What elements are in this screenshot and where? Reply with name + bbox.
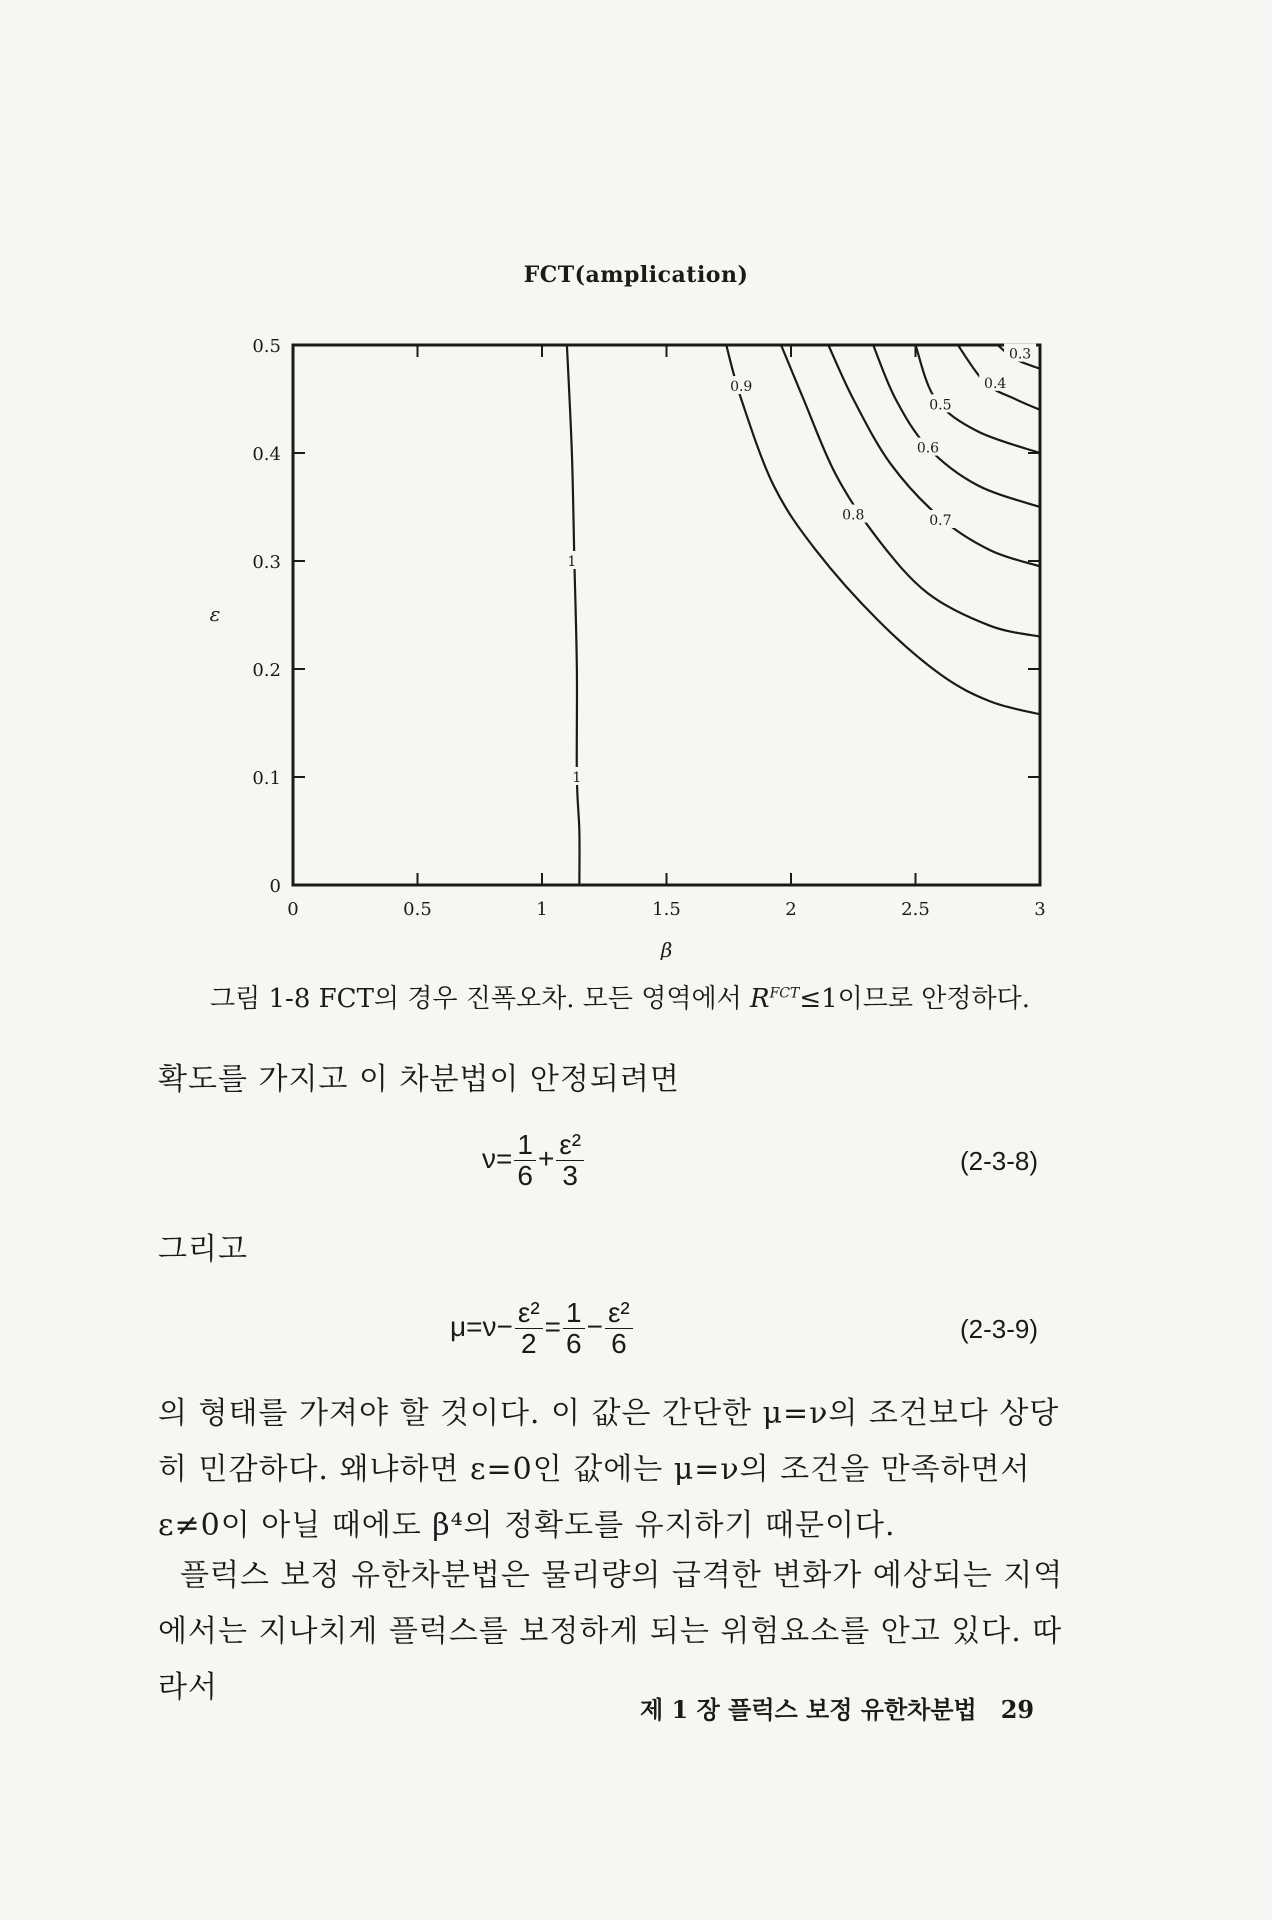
equation-number-2: (2-3-9) bbox=[960, 1314, 1039, 1344]
eq1-frac1 bbox=[514, 1130, 536, 1191]
equation-number-1: (2-3-8) bbox=[960, 1146, 1039, 1176]
contour-label-0_8-0: 0.8 bbox=[842, 507, 865, 524]
contour-label-0_6-0: 0.6 bbox=[916, 440, 940, 457]
figure-caption bbox=[210, 978, 1110, 1015]
x-tick-label-3: 1.5 bbox=[652, 899, 681, 920]
paragraph-4: 플럭스 보정 유한차분법은 물리량의 급격한 변화가 예상되는 지역에서는 지나치게 플럭스를 보정하게 되는 위험요소를 안고 있다. 따라서 bbox=[158, 1558, 1064, 1705]
paragraph-3: 의 형태를 가져야 할 것이다. 이 값은 간단한 μ=ν의 조건보다 상당히 민감하다. 왜냐하면 ε=0인 값에는 μ=ν의 조건을 만족하면서 ε≠0이 아닐 때에도 β⁴의 정확도를 유지하기 때문이다. bbox=[158, 1396, 1060, 1543]
contour-label-1-1: 1 bbox=[572, 770, 582, 786]
eq2-frac3 bbox=[605, 1298, 633, 1359]
contour-label-0_4-0: 0.4 bbox=[984, 375, 1007, 392]
y-tick-label-2: 0.2 bbox=[252, 660, 281, 681]
eq1-frac2 bbox=[556, 1130, 584, 1191]
eq1-plus: + bbox=[537, 1142, 555, 1174]
caption-r: R bbox=[750, 984, 770, 1014]
caption-sup: FCT bbox=[769, 985, 800, 1002]
eq2-lhs: μ=ν− bbox=[450, 1310, 513, 1342]
eq2-frac1 bbox=[515, 1298, 543, 1359]
x-tick-label-6: 3 bbox=[1034, 899, 1046, 920]
y-tick-label-5: 0.5 bbox=[252, 336, 281, 357]
eq2-minus: − bbox=[586, 1310, 603, 1342]
eq2-f3-den: 6 bbox=[611, 1328, 627, 1359]
x-axis-label: β bbox=[660, 938, 673, 960]
y-axis-label: ε bbox=[209, 602, 221, 626]
paragraph-1: 확도를 가지고 이 차분법이 안정되려면 bbox=[158, 1062, 680, 1097]
y-tick-label-4: 0.4 bbox=[252, 444, 281, 465]
y-tick-label-3: 0.3 bbox=[252, 552, 281, 573]
page-footer bbox=[640, 1690, 1034, 1725]
eq2-f1-den: 2 bbox=[520, 1328, 537, 1359]
caption-prefix: 그림 1-8 FCT의 경우 진폭오차. 모든 영역에서 bbox=[210, 984, 751, 1014]
eq2-f2-den: 6 bbox=[566, 1328, 582, 1359]
contour-1 bbox=[567, 345, 580, 885]
eq1-f1-den: 6 bbox=[517, 1160, 533, 1191]
eq1-f2-num: ε² bbox=[556, 1130, 584, 1161]
eq2-eq: = bbox=[544, 1310, 562, 1342]
plot-frame bbox=[293, 345, 1040, 885]
eq2-frac2 bbox=[563, 1298, 585, 1359]
contour-label-0_7-0: 0.7 bbox=[929, 512, 952, 529]
eq1-f1-num: 1 bbox=[514, 1130, 536, 1161]
contour-0_9 bbox=[726, 345, 1040, 714]
page-number: 29 bbox=[1000, 1695, 1035, 1724]
x-tick-label-0: 0 bbox=[287, 899, 299, 920]
paragraph-2: 그리고 bbox=[158, 1232, 248, 1267]
eq2-f2-num: 1 bbox=[563, 1298, 585, 1329]
contour-label-0_5-0: 0.5 bbox=[929, 397, 952, 414]
eq1-f2-den: 3 bbox=[562, 1160, 578, 1191]
y-tick-label-0: 0 bbox=[269, 876, 281, 897]
equation-2-3-9 bbox=[450, 1298, 635, 1359]
chart-title: FCT(amplication) bbox=[523, 262, 749, 288]
contour-0_6 bbox=[873, 345, 1040, 507]
contour-label-0_3-0: 0.3 bbox=[1008, 346, 1032, 363]
y-tick-label-1: 0.1 bbox=[252, 768, 281, 789]
eq1-lhs: ν= bbox=[482, 1142, 513, 1174]
contour-label-0_9-0: 0.9 bbox=[730, 379, 753, 396]
footer-chapter: 제 1 장 플럭스 보정 유한차분법 bbox=[640, 1695, 977, 1724]
x-tick-label-2: 1 bbox=[536, 899, 548, 920]
x-tick-label-4: 2 bbox=[785, 899, 797, 920]
eq2-f1-num: ε² bbox=[515, 1298, 543, 1329]
caption-suffix: ≤1이므로 안정하다. bbox=[799, 984, 1031, 1014]
x-tick-label-1: 0.5 bbox=[403, 899, 432, 920]
contour-label-1-0: 1 bbox=[567, 554, 577, 570]
equation-2-3-8 bbox=[482, 1130, 586, 1191]
eq2-f3-num: ε² bbox=[605, 1298, 633, 1329]
x-tick-label-5: 2.5 bbox=[901, 899, 930, 920]
